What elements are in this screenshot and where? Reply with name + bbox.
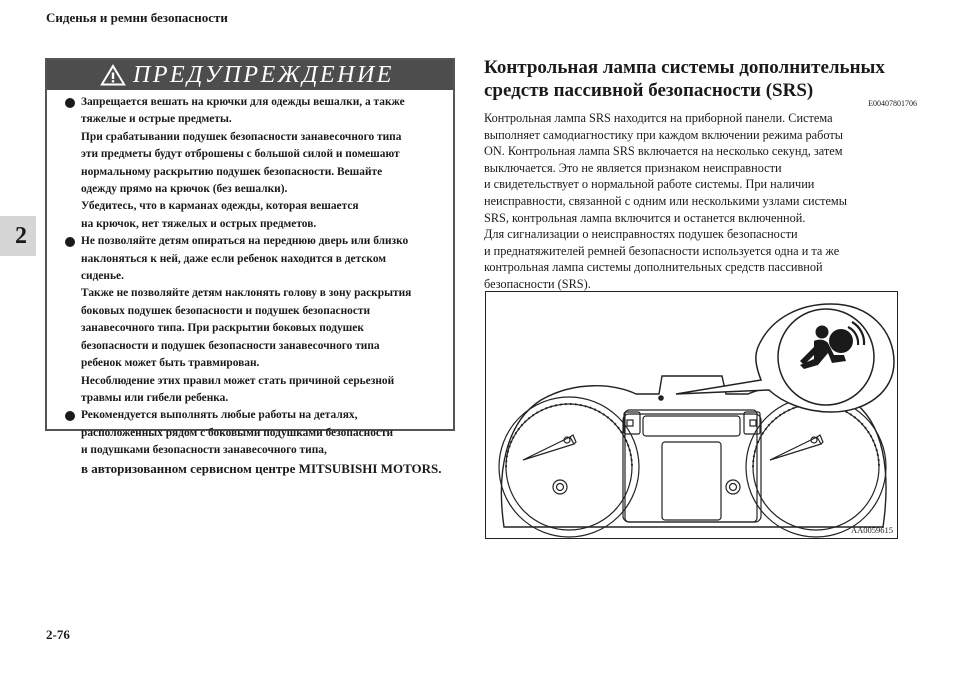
warning-item xyxy=(65,407,455,477)
warning-line: Несоблюдение этих правил может стать причиной серьезной xyxy=(81,374,395,387)
warning-item xyxy=(65,233,455,407)
warning-item xyxy=(65,94,455,233)
paragraph-line: Для сигнализации о неисправностях подушек безопасности xyxy=(484,227,798,242)
warning-line: и подушками безопасности занавесочного типа, xyxy=(81,444,327,457)
running-header: Сиденья и ремни безопасности xyxy=(46,10,228,25)
warning-line: эти предметы будут отброшены с большой силой и помешают xyxy=(81,148,400,161)
srs-lamp-indicator xyxy=(658,395,664,401)
warning-body xyxy=(65,94,455,477)
warning-line: безопасности и подушек безопасности занавесочного типа xyxy=(81,339,380,352)
warning-triangle-icon xyxy=(100,64,126,86)
instrument-cluster-drawing xyxy=(486,292,899,540)
paragraph-line: и преднатяжителей ремней безопасности используется одна и та же xyxy=(484,243,840,258)
warning-line: одежду прямо на крючок (без вешалки). xyxy=(81,183,288,196)
paragraph-line: ON. Контрольная лампа SRS включается на несколько секунд, затем xyxy=(484,144,843,159)
warning-line: Также не позволяйте детям наклонять голову в зону раскрытия xyxy=(81,287,412,300)
section-code: E00407801706 xyxy=(868,99,917,108)
warning-header xyxy=(47,60,453,90)
warning-line: сиденье. xyxy=(81,270,124,283)
figure-code: AA0059615 xyxy=(850,525,893,535)
warning-line: тяжелые и острые предметы. xyxy=(81,113,232,126)
warning-title: ПРЕДУПРЕЖДЕНИЕ xyxy=(133,62,394,88)
warning-line: При срабатывании подушек безопасности занавесочного типа xyxy=(81,130,402,143)
warning-line: нормальному раскрытию подушек безопасности. Вешайте xyxy=(81,165,383,178)
warning-line: расположенных рядом с боковыми подушками безопасности xyxy=(81,426,394,439)
bullet-icon xyxy=(65,237,75,247)
section-title-line: средств пассивной безопасности (SRS) xyxy=(484,80,814,101)
bullet-icon xyxy=(65,411,75,421)
paragraph-line: безопасности (SRS). xyxy=(484,276,591,291)
bullet-icon xyxy=(65,98,75,108)
warning-line: Не позволяйте детям опираться на переднюю дверь или близко xyxy=(81,235,409,248)
section-title xyxy=(484,56,885,102)
warning-line: травмы или гибели ребенка. xyxy=(81,391,229,404)
warning-line: на крючок, нет тяжелых и острых предметов. xyxy=(81,217,317,230)
warning-line: боковых подушек безопасности и подушек безопасности xyxy=(81,304,371,317)
paragraph-line: и свидетельствует о нормальной работе системы. При наличии xyxy=(484,177,815,192)
page-number: 2-76 xyxy=(46,627,70,642)
warning-line: в авторизованном сервисном центре MITSUBISHI MOTORS. xyxy=(81,460,442,476)
section-title-line: Контрольная лампа системы дополнительных xyxy=(484,57,885,78)
chapter-tab xyxy=(0,216,36,256)
warning-line: ребенок может быть травмирован. xyxy=(81,357,260,370)
paragraph-line: неисправности, связанной с одним или несколькими узлами системы xyxy=(484,193,847,208)
warning-line: Рекомендуется выполнять любые работы на деталях, xyxy=(81,409,358,422)
paragraph-line: Контрольная лампа SRS находится на приборной панели. Система xyxy=(484,111,833,125)
warning-line: Запрещается вешать на крючки для одежды вешалки, а также xyxy=(81,96,405,108)
warning-line: Убедитесь, что в карманах одежды, которая вешается xyxy=(81,200,359,213)
paragraph-line: выключается. Это не является признаком неисправности xyxy=(484,160,782,175)
instrument-cluster-illustration xyxy=(485,291,898,539)
chapter-tab-label: 2 xyxy=(15,223,27,249)
warning-line: занавесочного типа. При раскрытии боковых подушек xyxy=(81,322,364,335)
warning-box xyxy=(45,58,455,476)
paragraph-line: контрольная лампа системы дополнительных средств пассивной xyxy=(484,260,823,275)
paragraph-line: SRS, контрольная лампа включится и останется включенной. xyxy=(484,210,806,225)
section-paragraph xyxy=(484,110,924,293)
srs-callout-bubble xyxy=(676,304,894,412)
paragraph-line: выполняет самодиагностику при каждом включении режима работы xyxy=(484,127,844,142)
warning-line: наклоняться к ней, даже если ребенок находится в детском xyxy=(81,252,387,265)
